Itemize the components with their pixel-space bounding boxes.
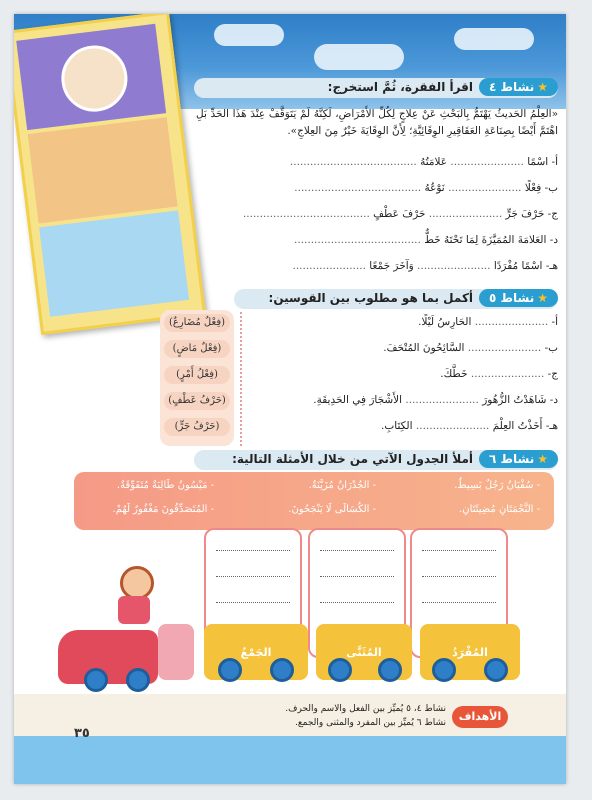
star-icon: ★ xyxy=(537,452,548,466)
activity4-item-b: ب- فِعْلًا ...................... نَوْعُهُ ...................................... xyxy=(294,182,558,194)
textbook-page xyxy=(14,14,566,784)
example-3: - مَيْسُونُ طَالِبَةٌ مُتَفَوِّقَةٌ. xyxy=(116,480,214,491)
example-5: - الكُسَالَى لَا يَنْجَحُونَ. xyxy=(288,504,376,515)
example-4: - النَّجْمَتَانِ مُضِيئَتَانِ. xyxy=(459,504,540,515)
page-number: ٣٥ xyxy=(74,726,90,741)
activity4-badge: ★ نشاط ٤ xyxy=(479,78,558,96)
activity5-item-e: هـ- أَخَذْتُ العِلْمَ ...................... الكِتَابِ. xyxy=(381,420,558,432)
activity5-header xyxy=(269,289,558,307)
hint-a: (فِعْلٌ مُضَارِعٌ) xyxy=(164,314,230,332)
activity6-header xyxy=(232,450,558,468)
star-icon: ★ xyxy=(537,291,548,305)
activity4-item-a: أ- اسْمًا ...................... عَلامَتُهُ ...................................... xyxy=(289,156,558,168)
examples-box xyxy=(74,472,554,530)
portrait-icon xyxy=(58,42,132,116)
activity5-item-d: د- شَاهَدْتُ الزُّهُورَ ...................... الأَشْجَارَ فِي الحَدِيقَةِ. xyxy=(313,394,558,406)
example-2: - الجُدْرَانُ مُزَيَّنَةٌ. xyxy=(308,480,376,491)
train-car-plural: الجَمْعُ xyxy=(204,624,308,680)
activity4-header xyxy=(328,78,558,96)
activity5-badge: ★ نشاط ٥ xyxy=(479,289,558,307)
activity4-item-e: هـ- اسْمًا مُفْرَدًا ...................... وَآخَرَ جَمْعًا ...................... xyxy=(292,260,558,272)
activity4-item-d: د- العَلامَةَ المُمَيَّزَةَ لِمَا تَحْتَهُ خَطٌّ ...................................... xyxy=(294,234,558,246)
boy-illustration xyxy=(114,566,154,626)
goal-line-1: نشاط ٤، ٥ يُميِّز بين الفعل والاسم والحرف. xyxy=(285,704,446,714)
example-6: - المُتَصَدِّقُونَ مَغْفُورٌ لَهُمْ. xyxy=(112,504,214,515)
activity6-badge: ★ نشاط ٦ xyxy=(479,450,558,468)
hint-c: (فِعْلُ أَمْرٍ) xyxy=(164,366,230,384)
footer-bar xyxy=(14,736,566,784)
example-1: - سُفْيَانُ رَجُلٌ بَسِيطٌ. xyxy=(454,480,540,491)
activity6-title: أملأ الجدول الآتي من خلال الأمثلة التالية: xyxy=(232,452,474,466)
star-icon: ★ xyxy=(537,80,548,94)
goals-badge: الأهداف xyxy=(452,706,508,728)
goal-line-2: نشاط ٦ يُميِّز بين المفرد والمثنى والجمع. xyxy=(294,718,446,728)
activity4-item-c: ج- حَرْفَ جَرٍّ ...................... حَرْفَ عَطْفٍ ...................................... xyxy=(242,208,558,220)
hint-e: (حَرْفُ جَرٍّ) xyxy=(164,418,230,436)
hint-b: (فِعْلٌ مَاضٍ) xyxy=(164,340,230,358)
hint-d: (حَرْفُ عَطْفٍ) xyxy=(164,392,230,410)
train-illustration xyxy=(54,624,556,690)
activity5-title: أكمل بما هو مطلوب بين القوسين: xyxy=(268,291,474,305)
activity5-item-b: ب- ...................... السَّائِحُونَ المُتْحَفَ. xyxy=(383,342,558,354)
activity5-item-a: أ- ...................... الحَارِسُ لَيْلًا. xyxy=(418,316,558,328)
train-car-singular: المُفْرَدُ xyxy=(420,624,520,680)
train-car-dual: المُثَنَّى xyxy=(316,624,412,680)
activity4-title: اقرأ الفقرة، ثُمَّ استخرج: xyxy=(327,80,474,94)
activity4-paragraph: «العِلْمُ الحَديثُ يَهْتَمُّ بِالبَحْثِ عَنْ عِلاجٍ لِكُلِّ الأَمْرَاضِ، لَكِنَّهُ لَمْ يَتَوَقَّفْ عِنْدَ هَذَا الحَدِّ بَلِ اهْتَمَّ أَيْضًا بِصِنَاعَةِ العَقَاقِيرِ الوِقَائِيَّةِ؛ لِأَنَّ الوِقَايَةَ خَيْرٌ مِنَ العِلاجِ». xyxy=(196,108,558,137)
activity5-item-c: ج- ...................... خَطَّكَ. xyxy=(440,368,558,380)
